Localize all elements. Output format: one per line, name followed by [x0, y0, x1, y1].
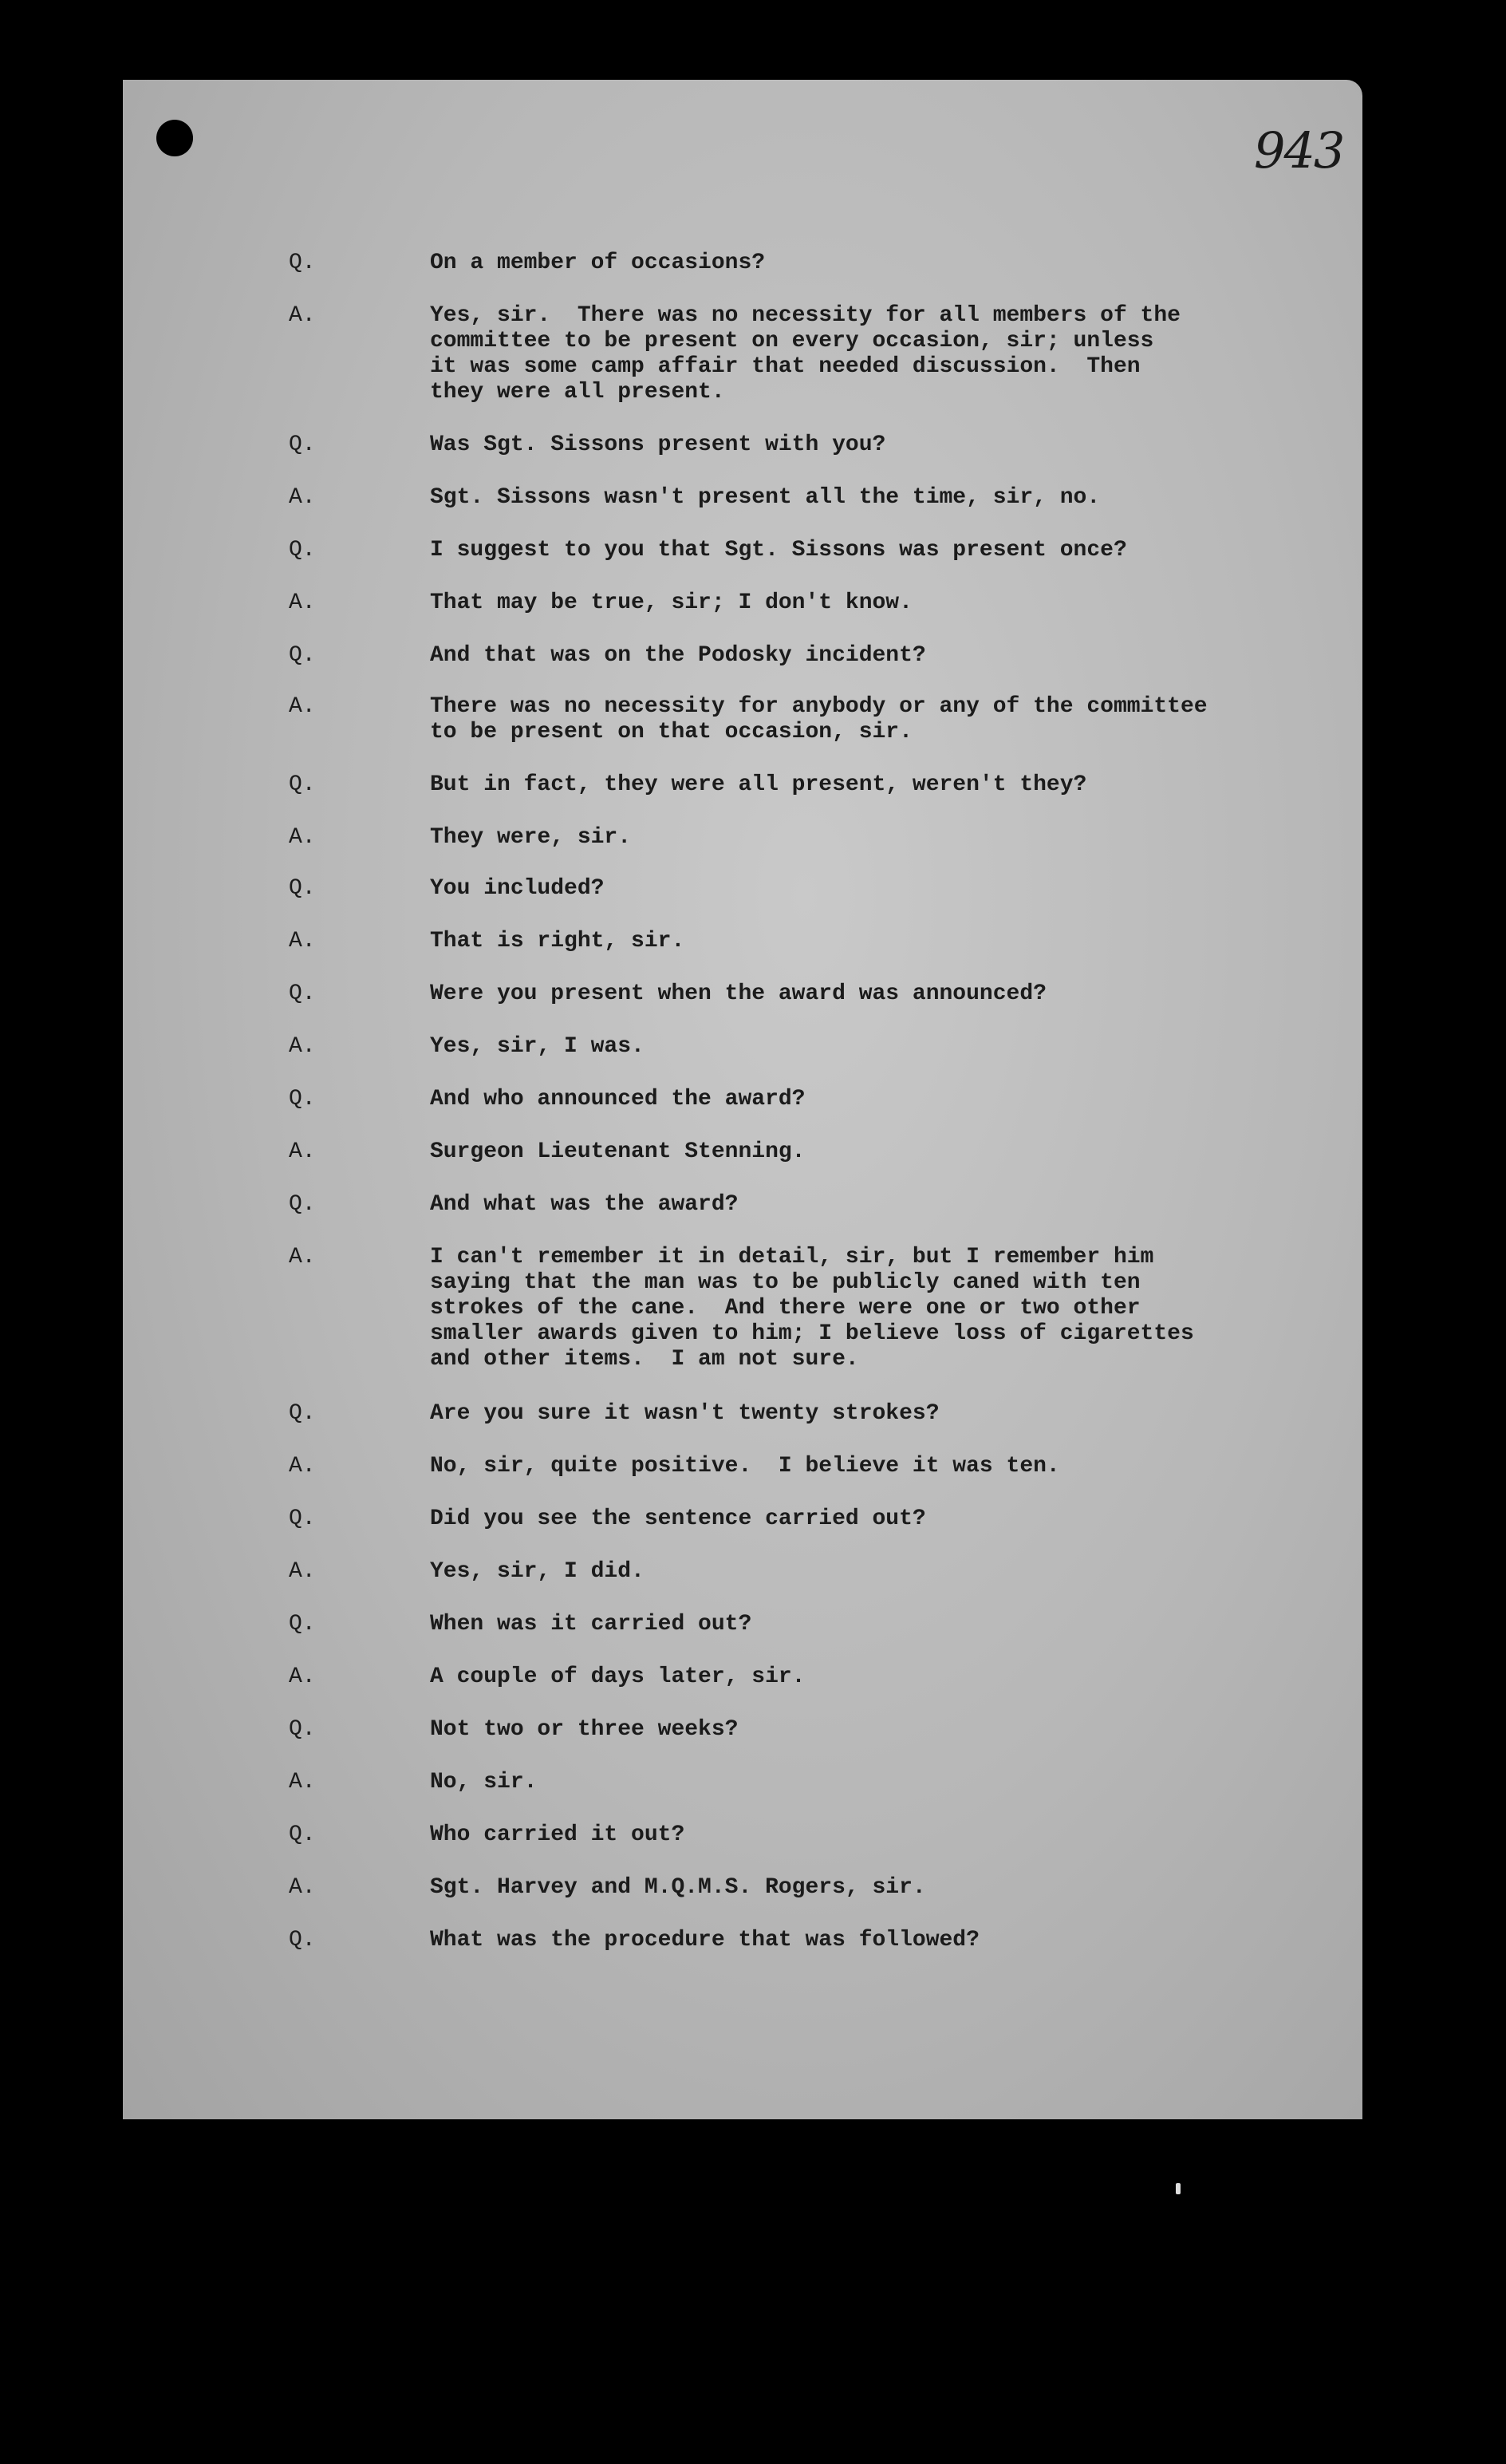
transcript-line: There was no necessity for anybody or any of the committee	[430, 694, 1208, 719]
speaker-label: A.	[289, 1139, 316, 1164]
speaker-label: A.	[289, 1559, 316, 1584]
speaker-label: A.	[289, 1664, 316, 1689]
transcript-line: No, sir, quite positive. I believe it was ten.	[430, 1454, 1060, 1479]
speaker-label: Q.	[289, 1717, 316, 1742]
speaker-label: Q.	[289, 1401, 316, 1426]
speaker-label: A.	[289, 485, 316, 510]
transcript-line: Not two or three weeks?	[430, 1717, 739, 1742]
film-speck	[1176, 2183, 1181, 2194]
speaker-label: A.	[289, 1034, 316, 1059]
transcript-line: Yes, sir. There was no necessity for all members of the	[430, 303, 1181, 328]
transcript-line: That may be true, sir; I don't know.	[430, 590, 913, 615]
transcript-line: They were, sir.	[430, 825, 632, 850]
transcript-line: Are you sure it wasn't twenty strokes?	[430, 1401, 940, 1426]
speaker-label: A.	[289, 1875, 316, 1900]
transcript-line: Surgeon Lieutenant Stenning.	[430, 1139, 806, 1164]
transcript-line: Yes, sir, I did.	[430, 1559, 645, 1584]
speaker-label: Q.	[289, 1087, 316, 1112]
transcript-line: smaller awards given to him; I believe loss of cigarettes	[430, 1321, 1194, 1346]
speaker-label: Q.	[289, 1822, 316, 1847]
transcript-line: No, sir.	[430, 1770, 538, 1795]
speaker-label: Q.	[289, 1506, 316, 1531]
speaker-label: A.	[289, 1454, 316, 1479]
speaker-label: Q.	[289, 981, 316, 1006]
transcript-line: it was some camp affair that needed discussion. Then	[430, 354, 1141, 379]
speaker-label: A.	[289, 590, 316, 615]
transcript-line: On a member of occasions?	[430, 251, 766, 275]
speaker-label: Q.	[289, 1928, 316, 1953]
speaker-label: A.	[289, 1770, 316, 1795]
transcript-line: And who announced the award?	[430, 1087, 806, 1112]
transcript-line: What was the procedure that was followed?	[430, 1928, 980, 1953]
transcript-line: You included?	[430, 876, 605, 901]
transcript-line: saying that the man was to be publicly caned with ten	[430, 1270, 1141, 1295]
transcript-line: But in fact, they were all present, weren't they?	[430, 772, 1087, 797]
speaker-label: Q.	[289, 538, 316, 563]
page-number: 943	[1254, 121, 1344, 180]
transcript-line: A couple of days later, sir.	[430, 1664, 806, 1689]
transcript-line: I suggest to you that Sgt. Sissons was present once?	[430, 538, 1127, 563]
speaker-label: A.	[289, 825, 316, 850]
speaker-label: Q.	[289, 643, 316, 668]
transcript-line: strokes of the cane. And there were one or two other	[430, 1296, 1141, 1321]
transcript-line: Sgt. Sissons wasn't present all the time, sir, no.	[430, 485, 1101, 510]
transcript-line: Were you present when the award was announced?	[430, 981, 1047, 1006]
transcript-line: to be present on that occasion, sir.	[430, 720, 913, 744]
punch-hole	[156, 120, 193, 156]
transcript-line: Did you see the sentence carried out?	[430, 1506, 926, 1531]
speaker-label: Q.	[289, 1192, 316, 1217]
transcript-line: Was Sgt. Sissons present with you?	[430, 432, 886, 457]
transcript-line: they were all present.	[430, 380, 725, 405]
speaker-label: A.	[289, 303, 316, 328]
transcript-line: And what was the award?	[430, 1192, 739, 1217]
transcript-line: And that was on the Podosky incident?	[430, 643, 926, 668]
speaker-label: A.	[289, 694, 316, 719]
transcript-line: committee to be present on every occasion, sir; unless	[430, 329, 1154, 353]
transcript-line: Who carried it out?	[430, 1822, 685, 1847]
speaker-label: Q.	[289, 1612, 316, 1637]
transcript-line: When was it carried out?	[430, 1612, 752, 1637]
speaker-label: Q.	[289, 772, 316, 797]
speaker-label: A.	[289, 929, 316, 954]
transcript-line: That is right, sir.	[430, 929, 685, 954]
transcript-line: Yes, sir, I was.	[430, 1034, 645, 1059]
speaker-label: Q.	[289, 876, 316, 901]
transcript-line: I can't remember it in detail, sir, but I remember him	[430, 1245, 1154, 1270]
speaker-label: Q.	[289, 432, 316, 457]
transcript-line: Sgt. Harvey and M.Q.M.S. Rogers, sir.	[430, 1875, 926, 1900]
speaker-label: A.	[289, 1245, 316, 1270]
transcript-line: and other items. I am not sure.	[430, 1347, 859, 1372]
speaker-label: Q.	[289, 251, 316, 275]
